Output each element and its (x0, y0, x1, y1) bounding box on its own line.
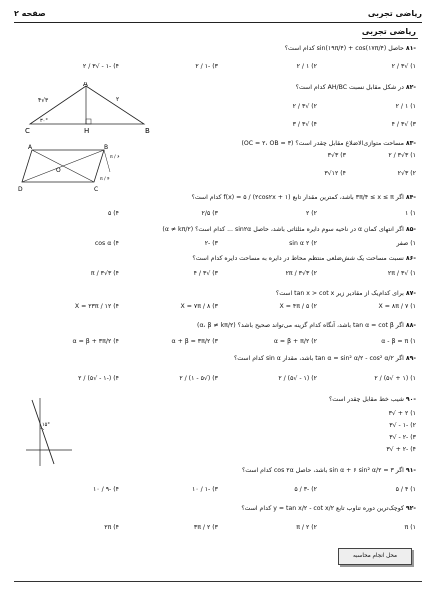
question-82: -۸۲ در شکل مقابل نسبت AH/BC کدام است؟ (295, 84, 416, 91)
angle-15: ۱۵° (42, 422, 50, 428)
option[interactable]: ۲) ۳√۳ / ۲π (285, 270, 317, 277)
option[interactable]: ۴) ۵ (107, 210, 119, 217)
question-86: -۸۶ نسبت مساحت یک شش‌ضلعی منتظم محاط در دایره به مساحت دایره کدام است؟ (192, 255, 416, 262)
option[interactable]: ۱) (۱ + √۵) / ۲ (374, 375, 416, 382)
option[interactable]: ۲) ۲ sin α (289, 240, 317, 247)
option[interactable]: ۲) X = ۴π / ۵ (279, 303, 317, 310)
option[interactable]: ۲) π / ۲ (296, 524, 317, 531)
option[interactable]: ۱) √۳ / ۲π (387, 270, 416, 277)
question-92: -۹۲ کوچک‌ترین دوره تناوب تابع y = tan x/۲ - cot x/۲ کدام است؟ (241, 505, 416, 512)
option[interactable]: ۳) (√۵ - ۱) / ۲ (179, 375, 218, 382)
question-90: -۹۰ شیب خط مقابل چقدر است؟ (329, 396, 416, 403)
option[interactable]: ۳) ۲/۵ (201, 210, 218, 217)
option[interactable]: ۴) √۳ / ۳ (292, 121, 317, 128)
question-83: -۸۳ مساحت متوازی‌الاضلاع مقابل چقدر است؟ (OC = ۲، OB = ۳) (241, 140, 416, 147)
label-a: A (83, 82, 88, 88)
option[interactable]: ۱) ۱ (404, 210, 416, 217)
option[interactable]: ۳) ۳π / ۲ (193, 524, 218, 531)
option[interactable]: ۲) (۱ - √۵) / ۲ (278, 375, 317, 382)
label-h: H (84, 127, 90, 135)
option[interactable]: ۳) -۲ (204, 240, 218, 247)
option[interactable]: ۴) -۱ - √۳ / ۲ (82, 63, 119, 70)
option[interactable]: ۳) -۲ - √۳ (389, 434, 416, 441)
label-c: C (25, 127, 30, 135)
option[interactable]: ۴) -۹ / ۱۰ (93, 486, 119, 493)
label-b: B (145, 127, 150, 135)
option[interactable]: ۱) صفر (396, 240, 416, 247)
triangle-figure (24, 82, 154, 138)
label-d: D (18, 186, 23, 193)
option[interactable]: ۳) X = ۷π / ۸ (180, 303, 218, 310)
footer-divider (14, 581, 422, 582)
option[interactable]: ۱) ۴ / ۵ (395, 486, 416, 493)
parallelogram-figure (18, 142, 128, 194)
options-86 (20, 270, 416, 284)
header-subject: ریاضی تجربی (367, 9, 422, 18)
option[interactable]: ۴) α = β + ۳π/۲ (72, 338, 119, 345)
option[interactable]: ۲) ۳√۲ ۴) ۱۲√۳ (324, 170, 416, 177)
options-81 (20, 63, 416, 77)
option[interactable]: ۱) ۲ + √۳ (388, 410, 416, 417)
question-85: -۸۵ اگر انتهای کمان α در ناحیه سوم دایره مثلثاتی باشد، حاصل sin۲α ... کدام است؟ (α ≠ kπ/۲) (162, 226, 416, 233)
option[interactable]: ۲) ۲ (305, 210, 317, 217)
options-84 (20, 210, 416, 224)
option[interactable]: ۳) -۱ / ۱۰ (192, 486, 218, 493)
option[interactable]: ۴) cos α (94, 240, 119, 247)
option[interactable]: ۲) √۳ / ۲ (292, 103, 317, 110)
section-underline (362, 38, 418, 39)
options-88 (20, 338, 416, 352)
option[interactable]: ۱) ۱ / ۲ (395, 103, 416, 110)
calculation-area-box: محل انجام محاسبه (338, 548, 412, 565)
option[interactable]: ۴) (-۱ - √۵) / ۲ (78, 375, 119, 382)
option[interactable]: ۲) α = β + π/۲ (273, 338, 317, 345)
option[interactable]: ۱) √۳ / ۲ (391, 63, 416, 70)
label-c: C (94, 186, 99, 193)
side-ab: ۲ (116, 96, 120, 103)
option[interactable]: ۲) ۱ / ۲ (296, 63, 317, 70)
option[interactable]: ۴) ۲π (104, 524, 119, 531)
section-title: ریاضی تجربی (361, 27, 416, 36)
angle-b: π / ۶ (110, 155, 120, 160)
option[interactable]: ۱) X = ۸π / ۷ (378, 303, 416, 310)
label-a: A (28, 144, 33, 151)
option[interactable]: ۱) ۳√۳ / ۲ ۳) ۳√۳ (327, 152, 416, 159)
question-89: -۸۹ اگر tan α = sin² α/۲ - cos² α/۲ باشد، مقدار sin α کدام است؟ (234, 355, 416, 362)
page-header (14, 8, 422, 23)
options-91 (20, 486, 416, 500)
option[interactable]: ۳) -۱ / ۲ (195, 63, 218, 70)
option[interactable]: ۲) -۱ - √۳ (389, 422, 416, 429)
options-87 (20, 303, 416, 317)
options-85 (20, 240, 416, 254)
label-b: B (104, 144, 109, 151)
option[interactable]: ۱) π (404, 524, 416, 531)
header-page-number: صفحه ۲ (14, 9, 46, 18)
question-81: -۸۱ حاصل sin(۱۹π/۴) + cos(۱۷π/۴) کدام است؟ (284, 45, 416, 52)
label-o: O (56, 167, 61, 174)
question-88: -۸۸ اگر tan α = cot β باشد، آنگاه کدام گزینه می‌تواند صحیح باشد؟ (α، β ≠ kπ/۲) (197, 322, 416, 329)
question-87: -۸۷ برای کدام‌یک از مقادیر زیر tan x > cot x است؟ (275, 290, 416, 297)
options-90 (386, 410, 416, 458)
option[interactable]: ۱) α - β = π (381, 338, 416, 345)
angle-c: ۳۰° (40, 118, 48, 124)
options-92 (20, 524, 416, 538)
options-83 (296, 152, 416, 182)
angle-c: π / ۴ (100, 177, 110, 182)
option[interactable]: ۳) √۳ / ۴ (391, 121, 416, 128)
line-slope-figure (24, 396, 74, 468)
question-84: -۸۴ اگر ۳π/۴ ≤ x ≤ π باشد، کمترین مقدار تابع f(x) = ۵ / (۲cos۲x + ۱) کدام است؟ (191, 194, 416, 201)
option[interactable]: ۴) -۲ + √۳ (386, 446, 416, 453)
option[interactable]: ۲) -۳ / ۵ (294, 486, 317, 493)
option[interactable]: ۳) √۳ / ۴ (193, 270, 218, 277)
option[interactable]: ۴) X = ۲۳π / ۱۲ (74, 303, 119, 310)
option[interactable]: ۴) ۳√۳ / π (90, 270, 119, 277)
option[interactable]: ۳) α + β = ۳π/۲ (171, 338, 218, 345)
side-ac: ۴√۳ (38, 97, 49, 104)
options-89 (20, 375, 416, 389)
question-91: -۹۱ اگر sin α + ۶ sin² α/۲ = ۳ باشد، حاصل cos ۲α کدام است؟ (241, 467, 416, 474)
